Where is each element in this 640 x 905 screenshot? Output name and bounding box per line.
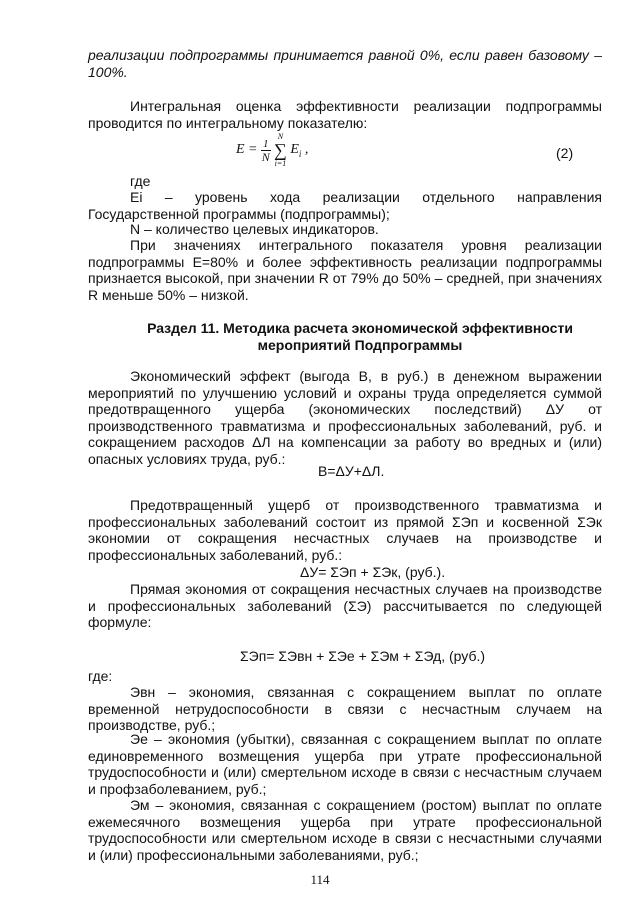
- formula-frac-den: N: [261, 149, 270, 164]
- formula-du: ΔУ= ΣЭп + ΣЭк, (руб.).: [300, 564, 446, 580]
- intro-italic-paragraph: реализации подпрограммы принимается равной 0%, если равен базовому – 100%.: [88, 47, 602, 80]
- definition-ei: Ei – уровень хода реализации отдельного направления Государственной программы (подпрограммы);: [88, 189, 602, 222]
- definition-evn: Эвн – экономия, связанная с сокращением выплат по оплате временной нетрудоспособности в связи с несчастным случаем на производстве, руб.;: [88, 684, 602, 733]
- formula-sum-top: N: [277, 132, 284, 141]
- definition-ee: Эе – экономия (убытки), связанная с сокращением выплат по оплате единовременного возмещения ущерба при утрате профессиональной трудоспособности и (или) смертельном исходе в связи с несчастным случаем и профзаболеванием, руб.;: [88, 731, 602, 797]
- formula-frac-num: 1: [263, 137, 269, 150]
- definition-em: Эм – экономия, связанная с сокращением (ростом) выплат по оплате ежемесячного возмещения ущерба при утрате профессиональной трудоспособности или смертельном исходе в связи с несчастными случаями и (или) профессиональными заболеваниями, руб.;: [88, 797, 602, 863]
- formula-sep: ΣЭп= ΣЭвн + ΣЭе + ΣЭм + ΣЭд, (руб.): [240, 648, 486, 664]
- formula-term: E: [290, 142, 299, 158]
- equation-number: (2): [556, 145, 574, 161]
- prevented-damage-paragraph: Предотвращенный ущерб от производственного травматизма и профессиональных заболеваний состоит из прямой ΣЭп и косвенной ΣЭк экономии от сокращения несчастных случаев на производстве и профессиональных заболеваний, руб.:: [88, 497, 602, 563]
- integral-paragraph: Интегральная оценка эффективности реализации подпрограммы проводится по интегральному показателю:: [88, 98, 602, 131]
- integral-formula: [236, 132, 308, 168]
- page-number: 114: [310, 872, 330, 887]
- formula-term-sub: i: [298, 149, 302, 160]
- values-paragraph: При значениях интегрального показателя уровня реализации подпрограммы E=80% и более эффективность реализации подпрограммы признается высокой, при значении R от 79% до 50% – средней, при значениях R меньше 50% – низкой.: [88, 237, 602, 303]
- formula-sum-bottom: i=1: [274, 159, 287, 168]
- formula-fraction: [261, 138, 271, 163]
- definition-n: N – количество целевых индикаторов.: [130, 221, 379, 237]
- formula-sum-symbol: ∑: [274, 140, 287, 160]
- formula-lhs: E =: [236, 142, 258, 158]
- formula-comma: ,: [304, 142, 309, 158]
- formula-b: B=ΔУ+ΔЛ.: [318, 463, 385, 479]
- where-label-2: где:: [88, 668, 113, 684]
- section-title: Раздел 11. Методика расчета экономической эффективности мероприятий Подпрограммы: [147, 320, 573, 353]
- where-label: где: [130, 173, 151, 189]
- formula-sum: [274, 132, 287, 168]
- direct-savings-paragraph: Прямая экономия от сокращения несчастных случаев на производстве и профессиональных заболеваний (ΣЭ) рассчитывается по следующей формуле:: [88, 581, 602, 630]
- economic-effect-paragraph: Экономический эффект (выгода В, в руб.) в денежном выражении мероприятий по улучшению условий и охраны труда определяется суммой предотвращенного ущерба (экономических последствий) ΔУ от производственного травматизма и профессиональных заболеваний, руб. и сокращением расходов ΔЛ на компенсации за работу во вредных и (или) опасных условиях труда, руб.:: [88, 368, 602, 467]
